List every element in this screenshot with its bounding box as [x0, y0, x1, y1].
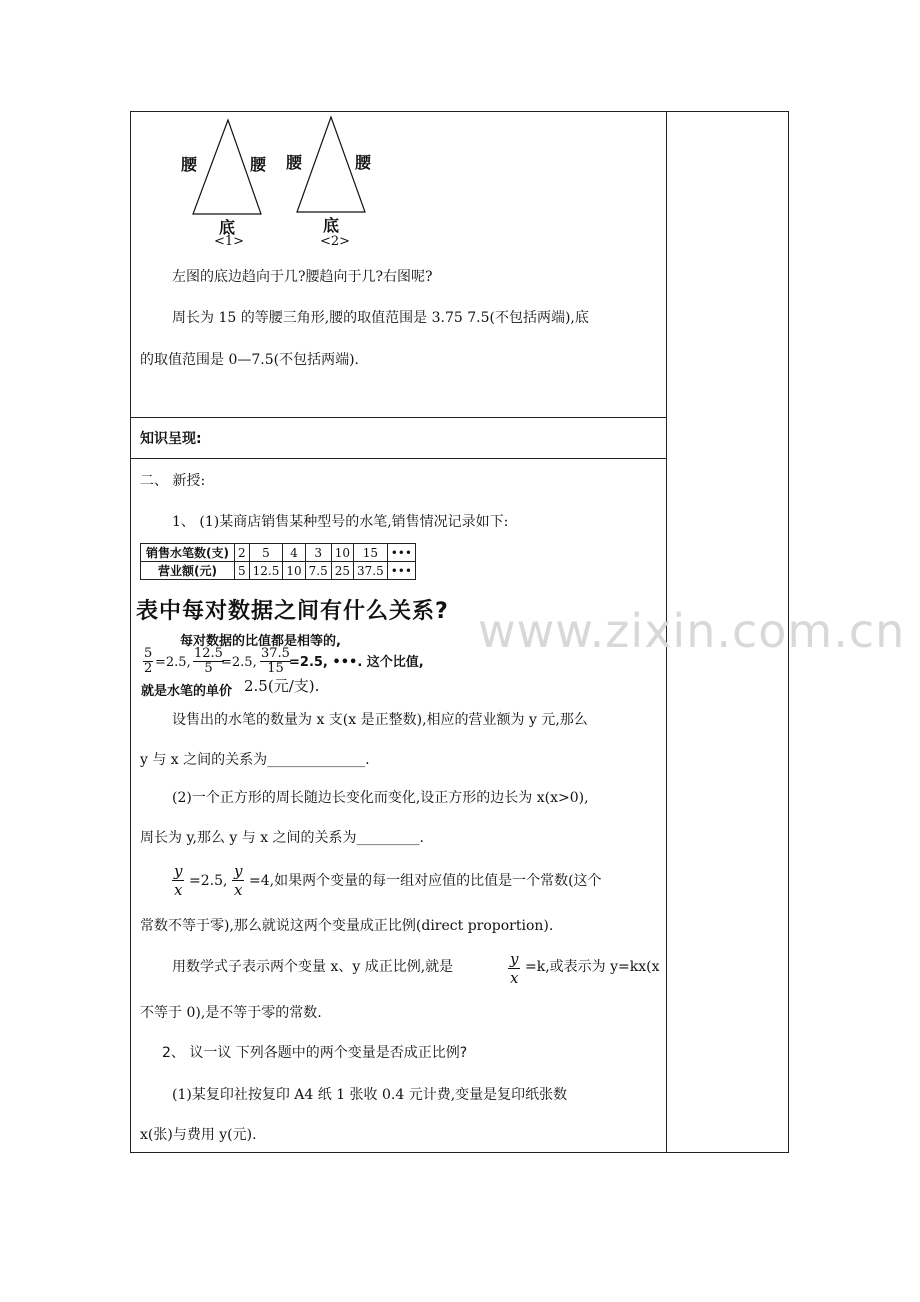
- table-cell: 10: [331, 544, 353, 562]
- table-cell: 15: [354, 544, 388, 562]
- table-cell: 3: [305, 544, 331, 562]
- item2-q1-line2: x(张)与费用 y(元).: [140, 1127, 257, 1143]
- fraction-y-over-x-1: [172, 862, 184, 899]
- equals-1: =2.5,: [155, 655, 191, 670]
- ratio-statement: 每对数据的比值都是相等的,: [180, 634, 341, 649]
- intro-question: 左图的底边趋向于几?腰趋向于几?右图呢?: [172, 269, 433, 285]
- triangle1-base-label: 底: [219, 218, 236, 237]
- body-p2-line1: (2)一个正方形的周长随边长变化而变化,设正方形的边长为 x(x>0),: [172, 790, 589, 806]
- triangle1-right-leg-label: 腰: [250, 155, 267, 174]
- fraction-5-2: [143, 647, 153, 676]
- denominator: x: [174, 881, 183, 899]
- body-p1-line1: 设售出的水笔的数量为 x 支(x 是正整数),相应的营业额为 y 元,那么: [172, 712, 588, 728]
- item2-q1-line1: (1)某复印社按复印 A4 纸 1 张收 0.4 元计费,变量是复印纸张数: [172, 1087, 568, 1103]
- direct-proportion-def-line1: =4,如果两个变量的每一组对应值的比值是一个常数(这个: [249, 873, 602, 889]
- denominator: 15: [267, 661, 284, 676]
- denominator: 5: [204, 661, 213, 676]
- table-cell: 5: [234, 562, 249, 580]
- denominator: x: [510, 969, 519, 987]
- table-cell: •••: [387, 562, 415, 580]
- triangle2-number: <2>: [320, 234, 351, 249]
- table-cell: 5: [249, 544, 283, 562]
- revenue-header: 营业额(元): [141, 562, 235, 580]
- row-divider-1: [130, 417, 667, 418]
- knowledge-heading: 知识呈现:: [140, 431, 202, 447]
- item2-discussion: 2、 议一议 下列各题中的两个变量是否成正比例?: [162, 1045, 468, 1061]
- sales-table: [140, 543, 416, 580]
- equals-2: =2.5,: [221, 655, 257, 670]
- triangle1-number: <1>: [214, 234, 245, 249]
- fraction-y-over-x-2: [232, 862, 244, 899]
- numerator: y: [174, 862, 183, 880]
- row-divider-2: [130, 458, 667, 459]
- body-p1-line2: y 与 x 之间的关系为______________.: [140, 752, 370, 768]
- numerator: y: [234, 862, 243, 880]
- formula-note: 不等于 0),是不等于零的常数.: [140, 1005, 322, 1021]
- triangle2-left-leg-label: 腰: [286, 153, 303, 172]
- denominator: x: [234, 881, 243, 899]
- table-cell: 37.5: [354, 562, 388, 580]
- sales-count-header: 销售水笔数(支): [141, 544, 235, 562]
- table-cell: •••: [387, 544, 415, 562]
- numerator: 37.5: [261, 646, 290, 661]
- triangle2-right-leg-label: 腰: [355, 153, 372, 172]
- triangle2-base-label: 底: [323, 216, 340, 235]
- table-cell: 7.5: [305, 562, 331, 580]
- table-row: [141, 544, 416, 562]
- fraction-y-over-x-3: [508, 950, 520, 987]
- unit-price-value: 2.5(元/支).: [244, 677, 320, 695]
- unit-price-label: 就是水笔的单价: [141, 684, 233, 699]
- item1-intro: 1、 (1)某商店销售某种型号的水笔,销售情况记录如下:: [172, 514, 509, 530]
- numerator: 12.5: [194, 646, 223, 661]
- triangle1-left-leg-label: 腰: [181, 155, 198, 174]
- direct-proportion-def-line2: 常数不等于零),那么就说这两个变量成正比例(direct proportion).: [140, 918, 554, 934]
- fraction-12.5-5: [193, 647, 224, 676]
- table-cell: 2: [234, 544, 249, 562]
- table-cell: 4: [283, 544, 305, 562]
- numerator: 5: [144, 646, 153, 661]
- formula-intro: 用数学式子表示两个变量 x、y 成正比例,就是: [172, 959, 454, 975]
- fraction-37.5-15: [260, 647, 291, 676]
- isosceles-triangles-figure: [180, 115, 380, 220]
- ratio-eq-2.5: =2.5,: [189, 873, 228, 889]
- table-cell: 25: [331, 562, 353, 580]
- numerator: y: [510, 950, 519, 968]
- equals-3: =2.5, •••. 这个比值,: [289, 655, 424, 670]
- table-cell: 10: [283, 562, 305, 580]
- formula-tail: =k,或表示为 y=kx(x: [525, 959, 660, 975]
- table-row: [141, 562, 416, 580]
- relationship-question: 表中每对数据之间有什么关系?: [136, 599, 449, 624]
- intro-range-line2: 的取值范围是 0—7.5(不包括两端).: [140, 352, 359, 368]
- table-cell: 12.5: [249, 562, 283, 580]
- watermark: www.zixin.com.cn: [478, 604, 906, 658]
- intro-range-line1: 周长为 15 的等腰三角形,腰的取值范围是 3.75 7.5(不包括两端),底: [172, 310, 589, 326]
- section-heading: 二、 新授:: [140, 473, 206, 489]
- denominator: 2: [144, 661, 153, 676]
- body-p2-line2: 周长为 y,那么 y 与 x 之间的关系为_________.: [140, 830, 425, 846]
